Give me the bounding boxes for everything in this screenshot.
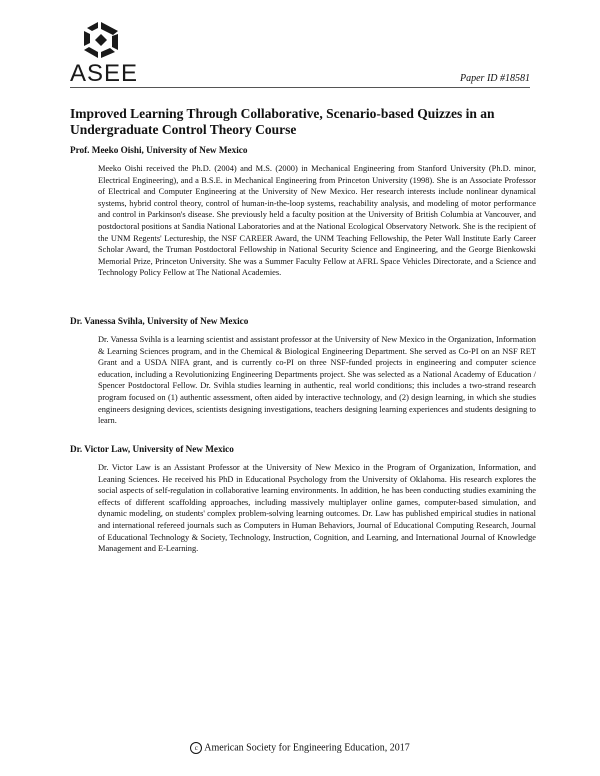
asee-logo bbox=[70, 22, 139, 88]
paper-id: Paper ID #18581 bbox=[460, 73, 530, 84]
asee-logo-mark-icon bbox=[84, 22, 118, 58]
asee-logo-text: ASEE bbox=[70, 60, 139, 87]
author-section-3 bbox=[70, 444, 536, 555]
author-name: Dr. Victor Law, University of New Mexico bbox=[70, 444, 234, 454]
copyright-icon: c bbox=[190, 742, 202, 754]
footer bbox=[0, 742, 600, 754]
footer-text: American Society for Engineering Education, 2017 bbox=[204, 742, 410, 754]
header-rule bbox=[70, 87, 530, 88]
author-bio: Dr. Vanessa Svihla is a learning scientist and assistant professor at the University of New Mexico in the Organization, Information & Learning Sciences program, and in the Chemical & Biological Engineering Department. She served as Co-PI on an NSF RET Grant and a USDA NIFA grant, and is currently co-PI on three NSF-funded projects in engineering and computer science education, including a Revolutionizing Engineering Departments project. She was selected as a National Academy of Education / Spencer Postdoctoral Fellow. Dr. Svihla studies learning in authentic, real world conditions; this includes a two-strand research program focused on (1) authentic assessment, often aided by interactive technology, and (2) design learning, in which she studies engineers designing devices, scientists designing investigations, teachers designing learning experiences and students designing to learn. bbox=[98, 335, 536, 426]
author-name: Dr. Vanessa Svihla, University of New Mexico bbox=[70, 316, 249, 326]
paper-title: Improved Learning Through Collaborative, Scenario-based Quizzes in an Undergraduate Control Theory Course bbox=[70, 106, 495, 137]
author-bio: Meeko Oishi received the Ph.D. (2004) and M.S. (2000) in Mechanical Engineering from Stanford University (Ph.D. minor, Electrical Engineering), and a B.S.E. in Mechanical Engineering from Princeton University (1998). She is an Associate Professor of Electrical and Computer Engineering at the University of New Mexico. Her research interests include nonlinear dynamical systems, hybrid control theory, control of human-in-the-loop systems, reachability analysis, and modeling of motor performance and control in Parkinson's disease. She previously held a faculty position at the University of British Columbia at Vancouver, and postdoctoral positions at Sandia National Laboratories and at the National Ecological Observatory Network. She is the recipient of the UNM Regents' Lectureship, the NSF CAREER Award, the UNM Teaching Fellowship, the Peter Wall Institute Early Career Scholar Award, the Truman Postdoctoral Fellowship in National Security Science and Engineering, and the George Bienkowski Memorial Prize, Princeton University. She was a Summer Faculty Fellow at AFRL Space Vehicles Directorate, and a Science and Technology Policy Fellow at The National Academies. bbox=[98, 164, 536, 278]
author-section-1 bbox=[70, 145, 536, 279]
author-bio: Dr. Victor Law is an Assistant Professor at the University of New Mexico in the Program of Organization, Information, and Leaning Sciences. He received his PhD in Educational Psychology from the University of Oklahoma. His research explores the social aspects of self-regulation in collaborative learning environments. In addition, he has been conducting studies examining the effects of different scaffolding approaches, including massively multiplayer online games, computer-based simulation, and dynamic modeling, on students' complex problem-solving learning outcomes. Dr. Law has published empirical studies in national and international refereed journals such as Computers in Human Behaviors, Journal of Educational Computing Research, Journal of Educational Technology & Society, Technology, Instruction, Cognition, and Learning, and International Journal of Knowledge Management and E-Learning. bbox=[98, 463, 536, 554]
author-section-2 bbox=[70, 316, 536, 427]
author-name: Prof. Meeko Oishi, University of New Mexico bbox=[70, 145, 248, 155]
